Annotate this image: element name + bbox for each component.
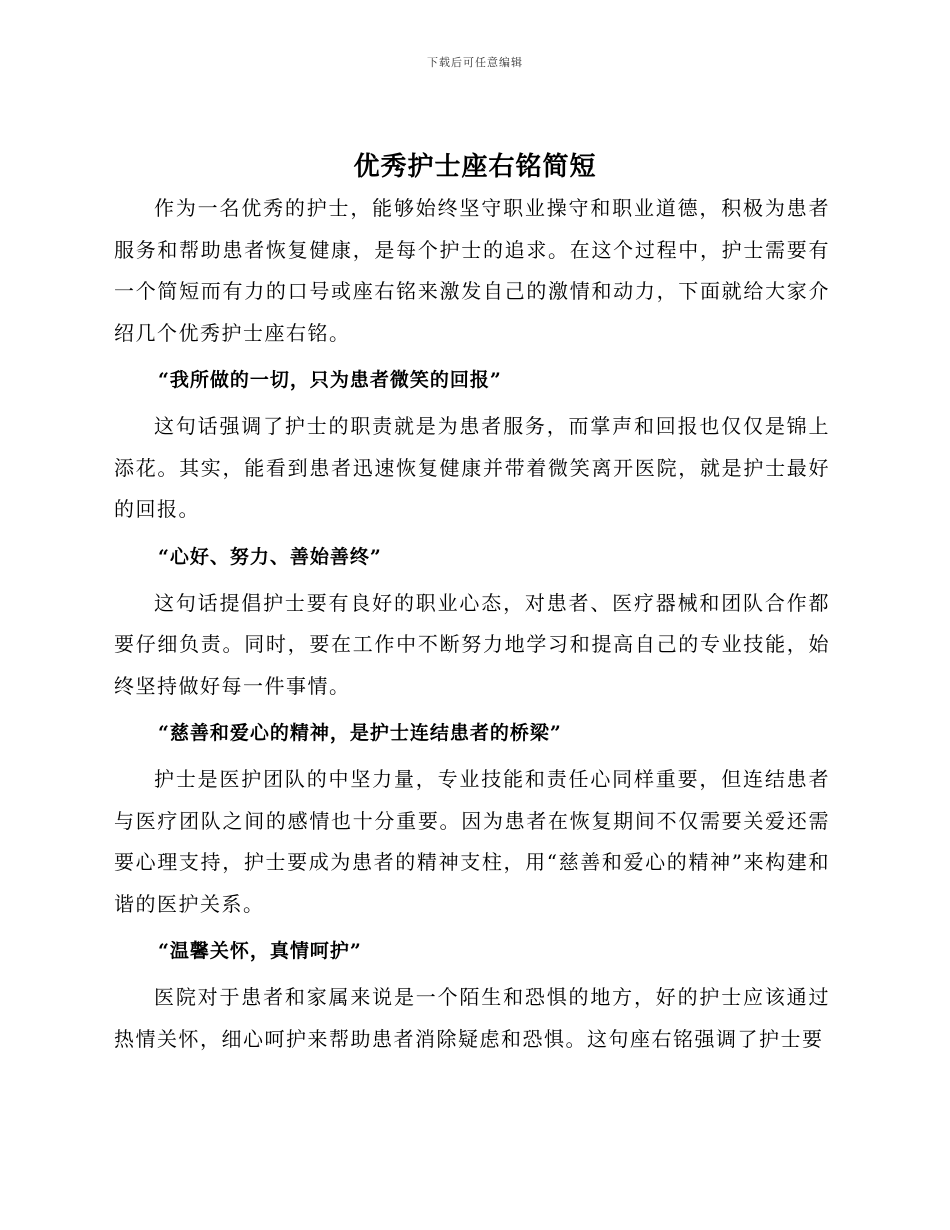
section-2 [114, 535, 830, 708]
page-title: 优秀护士座右铭简短 [353, 152, 597, 182]
header-note: 下载后可任意编辑 [427, 56, 523, 69]
motto-heading: “慈善和爱心的精神，是护士连结患者的桥梁” [158, 722, 562, 744]
intro-paragraph: 作为一名优秀的护士，能够始终坚守职业操守和职业道德，积极为患者服务和帮助患者恢复健康，是每个护士的追求。在这个过程中，护士需要有一个简短而有力的口号或座右铭来激发自己的激情和动力，下面就给大家介绍几个优秀护士座右铭。 [114, 196, 830, 345]
section-paragraph: 这句话提倡护士要有良好的职业心态，对患者、医疗器械和团队合作都要仔细负责。同时，要在工作中不断努力地学习和提高自己的专业技能，始终坚持做好每一件事情。 [114, 590, 830, 698]
section-paragraph: 这句话强调了护士的职责就是为患者服务，而掌声和回报也仅仅是锦上添花。其实，能看到患者迅速恢复健康并带着微笑离开医院，就是护士最好的回报。 [114, 414, 830, 521]
motto-heading: “心好、努力、善始善终” [158, 545, 382, 568]
section-3 [114, 711, 830, 925]
section-paragraph: 护士是医护团队的中坚力量，专业技能和责任心同样重要，但连结患者与医疗团队之间的感情也十分重要。因为患者在恢复期间不仅需要关爱还需要心理支持，护士要成为患者的精神支柱，用“慈善和爱心的精神”来构建和谐的医护关系。 [114, 767, 830, 916]
section-4 [114, 929, 830, 1060]
motto-heading: “我所做的一切，只为患者微笑的回报” [158, 369, 502, 391]
section-paragraph: 医院对于患者和家属来说是一个陌生和恐惧的地方，好的护士应该通过热情关怀，细心呵护来帮助患者消除疑虑和恐惧。这句座右铭强调了护士要 [114, 985, 830, 1051]
document-body [114, 188, 830, 1060]
section-1 [114, 358, 830, 531]
motto-heading: “温馨关怀，真情呵护” [158, 940, 362, 962]
